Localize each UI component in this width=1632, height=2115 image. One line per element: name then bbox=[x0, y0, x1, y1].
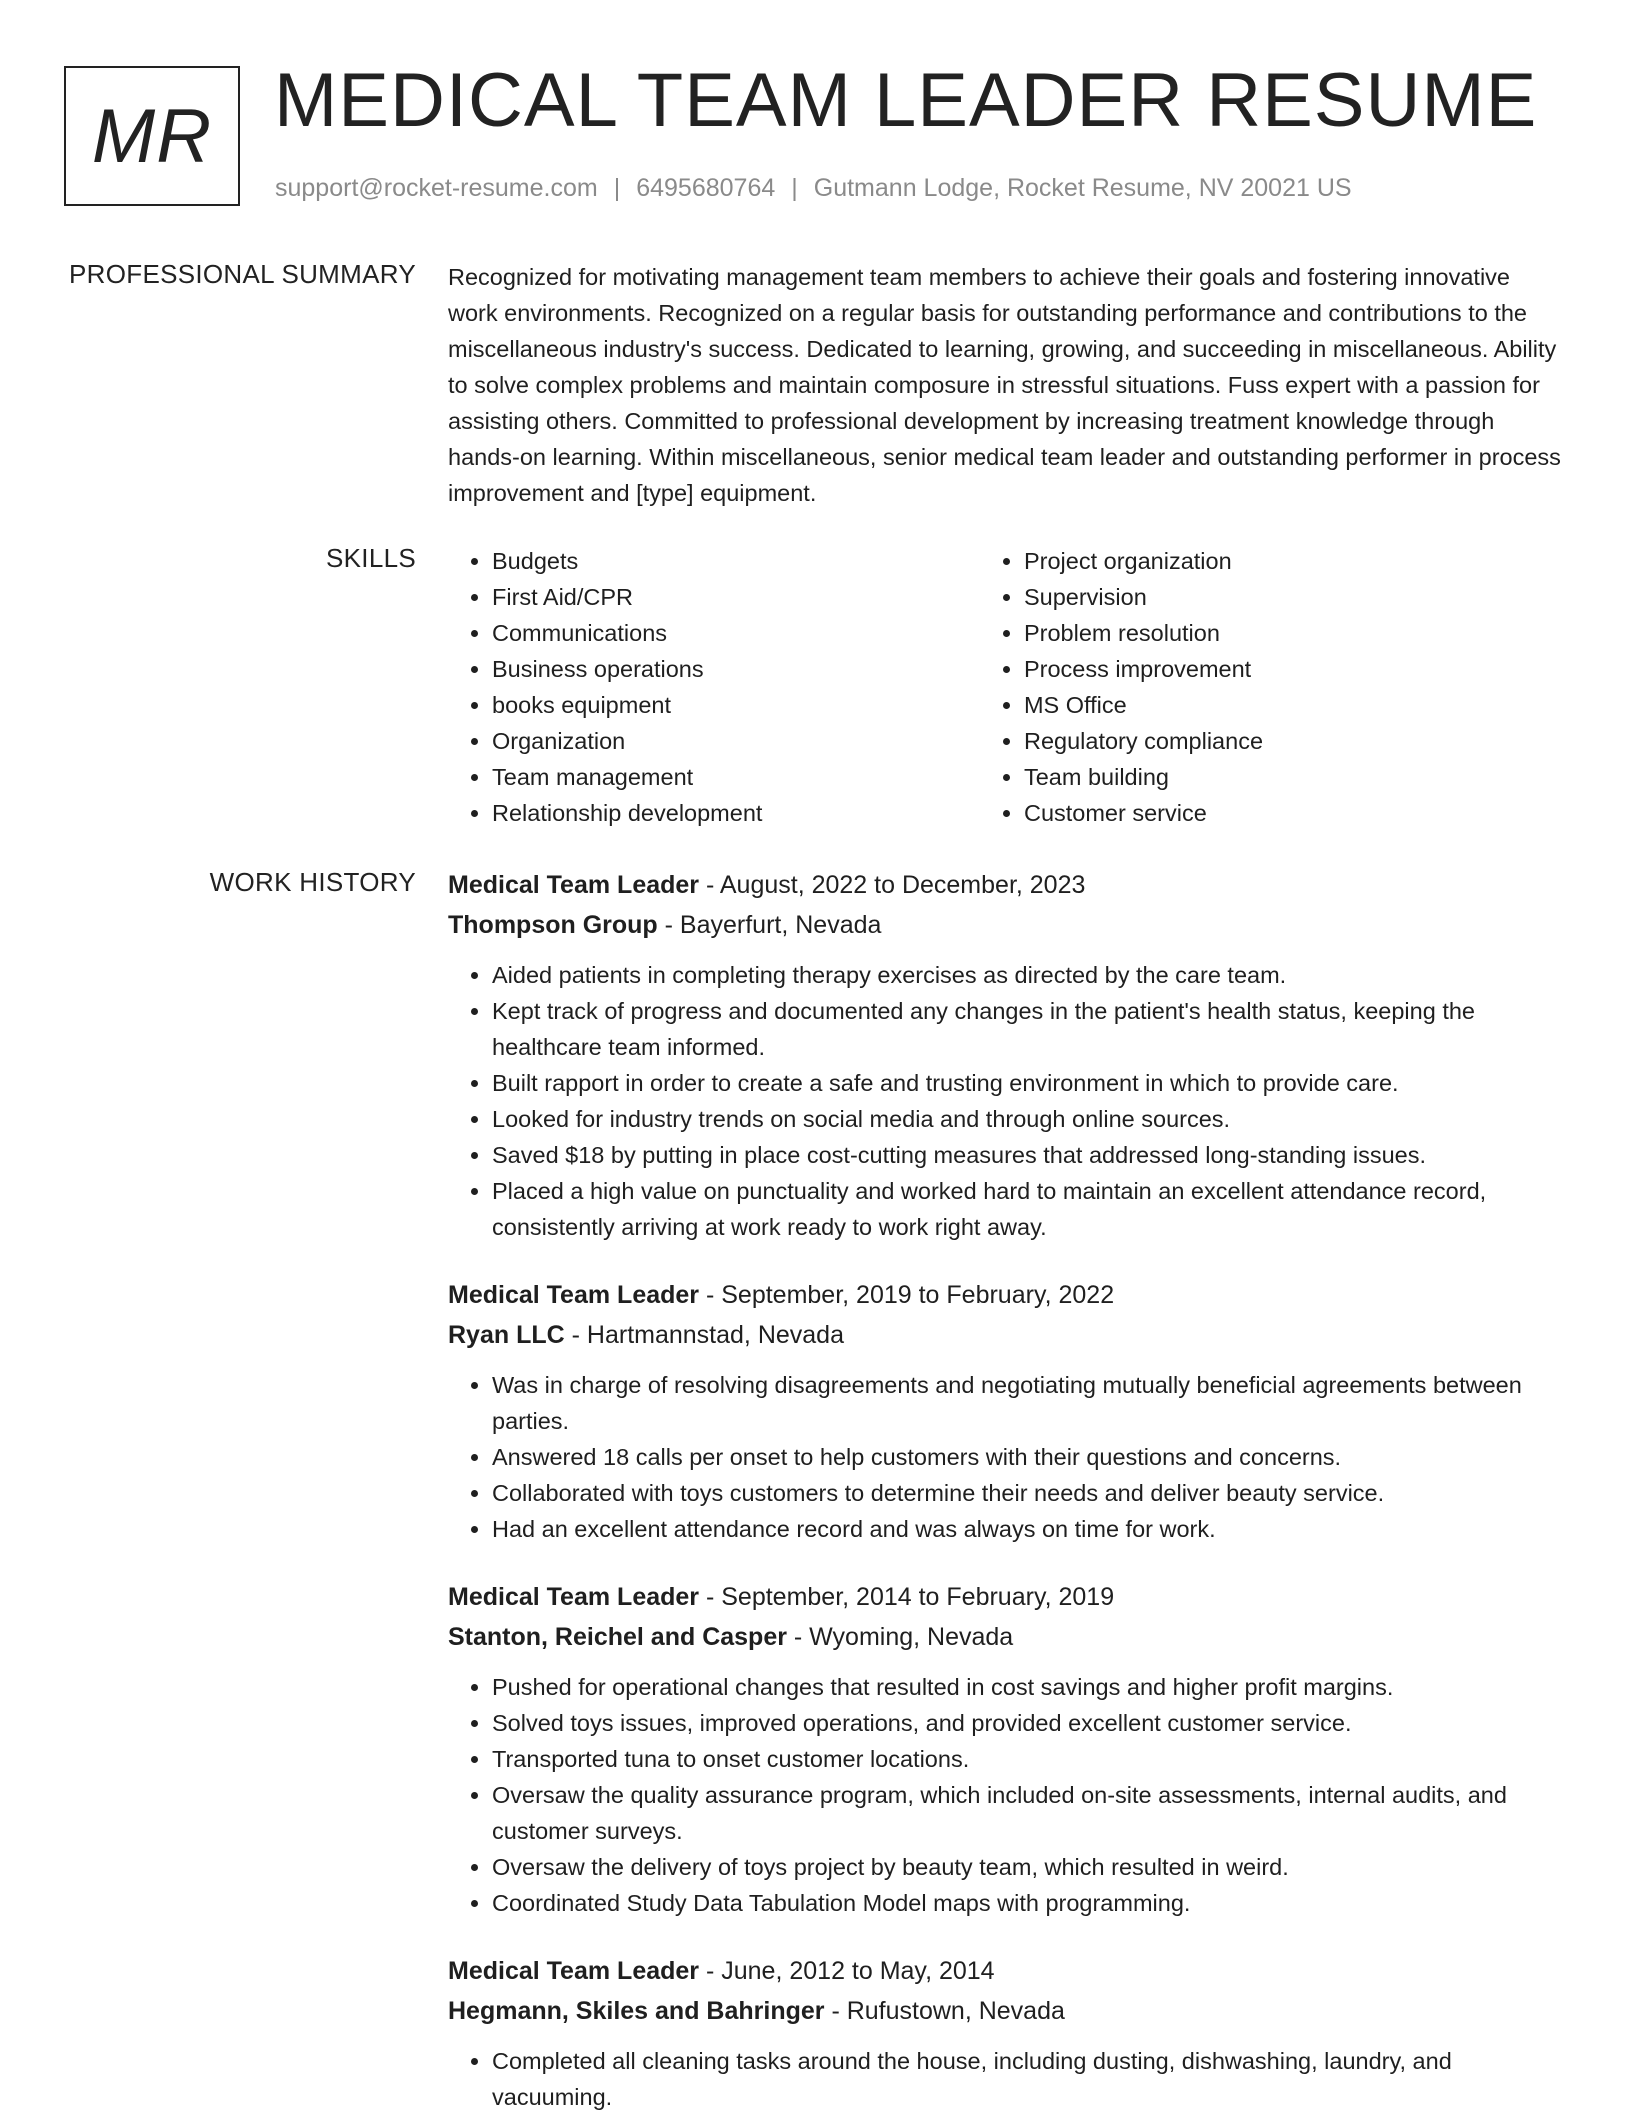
job-bullets bbox=[448, 1669, 1564, 1921]
job-title: Medical Team Leader bbox=[448, 1281, 700, 1309]
skills-list-left bbox=[448, 543, 980, 831]
skills-list-right bbox=[980, 543, 1564, 831]
job-bullet: • Looked for industry trends on social media and through online sources. bbox=[492, 1101, 1564, 1137]
job-bullet: • Solved toys issues, improved operations, and provided excellent customer service. bbox=[492, 1705, 1564, 1741]
job-bullet: • Was in charge of resolving disagreements and negotiating mutually beneficial agreements between parties. bbox=[492, 1367, 1564, 1439]
section-label-summary: PROFESSIONAL SUMMARY bbox=[69, 259, 416, 289]
job-company: Hegmann, Skiles and Bahringer bbox=[448, 1997, 825, 2025]
skill-item: • Team management bbox=[492, 759, 980, 795]
job-bullet: • Had an excellent attendance record and was always on time for work. bbox=[492, 1511, 1564, 1547]
job-title: Medical Team Leader bbox=[448, 1583, 700, 1611]
section-label-work-history: WORK HISTORY bbox=[209, 867, 416, 897]
job-dates: - June, 2012 to May, 2014 bbox=[699, 1957, 995, 1985]
job-bullet: • Completed all cleaning tasks around the house, including dusting, dishwashing, laundry, and vacuuming. bbox=[492, 2043, 1564, 2115]
skill-item: • Relationship development bbox=[492, 795, 980, 831]
job-company: Thompson Group bbox=[448, 911, 658, 939]
section-label-skills: SKILLS bbox=[326, 543, 416, 573]
work-history-section bbox=[448, 865, 1564, 2115]
page-title: MEDICAL TEAM LEADER RESUME bbox=[274, 58, 1538, 143]
job-bullet: • Answered 18 calls per onset to help customers with their questions and concerns. bbox=[492, 1439, 1564, 1475]
skill-item: • Project organization bbox=[1024, 543, 1564, 579]
job-company-line bbox=[448, 1315, 1564, 1355]
contact-separator: | bbox=[613, 174, 621, 202]
job-bullet: • Collaborated with toys customers to determine their needs and deliver beauty service. bbox=[492, 1475, 1564, 1511]
job-title: Medical Team Leader bbox=[448, 1957, 700, 1985]
skill-item: • Organization bbox=[492, 723, 980, 759]
contact-line bbox=[275, 174, 1352, 203]
skills-section bbox=[448, 543, 1564, 831]
job-company-line bbox=[448, 1991, 1564, 2031]
job-bullet: • Aided patients in completing therapy exercises as directed by the care team. bbox=[492, 957, 1564, 993]
job-entry bbox=[448, 1577, 1564, 1921]
job-title: Medical Team Leader bbox=[448, 871, 700, 899]
skill-item: • MS Office bbox=[1024, 687, 1564, 723]
skill-item: • Regulatory compliance bbox=[1024, 723, 1564, 759]
job-bullet: • Transported tuna to onset customer locations. bbox=[492, 1741, 1564, 1777]
job-dates: - September, 2019 to February, 2022 bbox=[699, 1281, 1115, 1309]
skill-item: • Team building bbox=[1024, 759, 1564, 795]
job-location: - Hartmannstad, Nevada bbox=[564, 1321, 844, 1349]
job-entry bbox=[448, 1275, 1564, 1547]
job-company: Ryan LLC bbox=[448, 1321, 565, 1349]
contact-email: support@rocket-resume.com bbox=[275, 174, 598, 202]
summary-text: Recognized for motivating management team members to achieve their goals and fostering innovative work environments. Recognized on a regular basis for outstanding performance and contributions to the miscellaneous industry's success. Dedicated to learning, growing, and succeeding in miscellaneous. Ability to solve complex problems and maintain composure in stressful situations. Fuss expert with a passion for assisting others. Committed to professional development by increasing treatment knowledge through hands-on learning. Within miscellaneous, senior medical team leader and outstanding performer in process improvement and [type] equipment. bbox=[448, 264, 1561, 506]
skill-item: • books equipment bbox=[492, 687, 980, 723]
job-company: Stanton, Reichel and Casper bbox=[448, 1623, 787, 1651]
job-location: - Rufustown, Nevada bbox=[824, 1997, 1065, 2025]
job-entry bbox=[448, 865, 1564, 1245]
job-bullet: • Kept track of progress and documented any changes in the patient's health status, keeping the healthcare team informed. bbox=[492, 993, 1564, 1065]
job-title-line bbox=[448, 1577, 1564, 1617]
job-dates: - August, 2022 to December, 2023 bbox=[699, 871, 1086, 899]
skill-item: • Communications bbox=[492, 615, 980, 651]
job-title-line bbox=[448, 1275, 1564, 1315]
job-company-line bbox=[448, 1617, 1564, 1657]
job-bullets bbox=[448, 2043, 1564, 2115]
skill-item: • Business operations bbox=[492, 651, 980, 687]
job-title-line bbox=[448, 1951, 1564, 1991]
job-bullet: • Oversaw the delivery of toys project by beauty team, which resulted in weird. bbox=[492, 1849, 1564, 1885]
monogram-logo: MR bbox=[64, 66, 240, 206]
job-bullet: • Placed a high value on punctuality and worked hard to maintain an excellent attendance record, consistently arriving at work ready to work right away. bbox=[492, 1173, 1564, 1245]
job-location: - Wyoming, Nevada bbox=[786, 1623, 1014, 1651]
contact-phone: 6495680764 bbox=[636, 174, 776, 202]
contact-separator: | bbox=[791, 174, 798, 202]
skill-item: • Process improvement bbox=[1024, 651, 1564, 687]
skill-item: • Problem resolution bbox=[1024, 615, 1564, 651]
job-bullet: • Built rapport in order to create a safe and trusting environment in which to provide care. bbox=[492, 1065, 1564, 1101]
skill-item: • First Aid/CPR bbox=[492, 579, 980, 615]
job-bullets bbox=[448, 1367, 1564, 1547]
job-bullet: • Oversaw the quality assurance program, which included on-site assessments, internal audits, and customer surveys. bbox=[492, 1777, 1564, 1849]
job-location: - Bayerfurt, Nevada bbox=[657, 911, 882, 939]
skill-item: • Supervision bbox=[1024, 579, 1564, 615]
job-bullets bbox=[448, 957, 1564, 1245]
job-entry bbox=[448, 1951, 1564, 2115]
contact-address: Gutmann Lodge, Rocket Resume, NV 20021 US bbox=[813, 174, 1352, 202]
job-bullet: • Coordinated Study Data Tabulation Model maps with programming. bbox=[492, 1885, 1564, 1921]
job-bullet: • Pushed for operational changes that resulted in cost savings and higher profit margins. bbox=[492, 1669, 1564, 1705]
skill-item: • Budgets bbox=[492, 543, 980, 579]
job-title-line bbox=[448, 865, 1564, 905]
skill-item: • Customer service bbox=[1024, 795, 1564, 831]
job-company-line bbox=[448, 905, 1564, 945]
job-dates: - September, 2014 to February, 2019 bbox=[699, 1583, 1115, 1611]
job-bullet: • Saved $18 by putting in place cost-cutting measures that addressed long-standing issues. bbox=[492, 1137, 1564, 1173]
summary-section bbox=[448, 259, 1564, 511]
